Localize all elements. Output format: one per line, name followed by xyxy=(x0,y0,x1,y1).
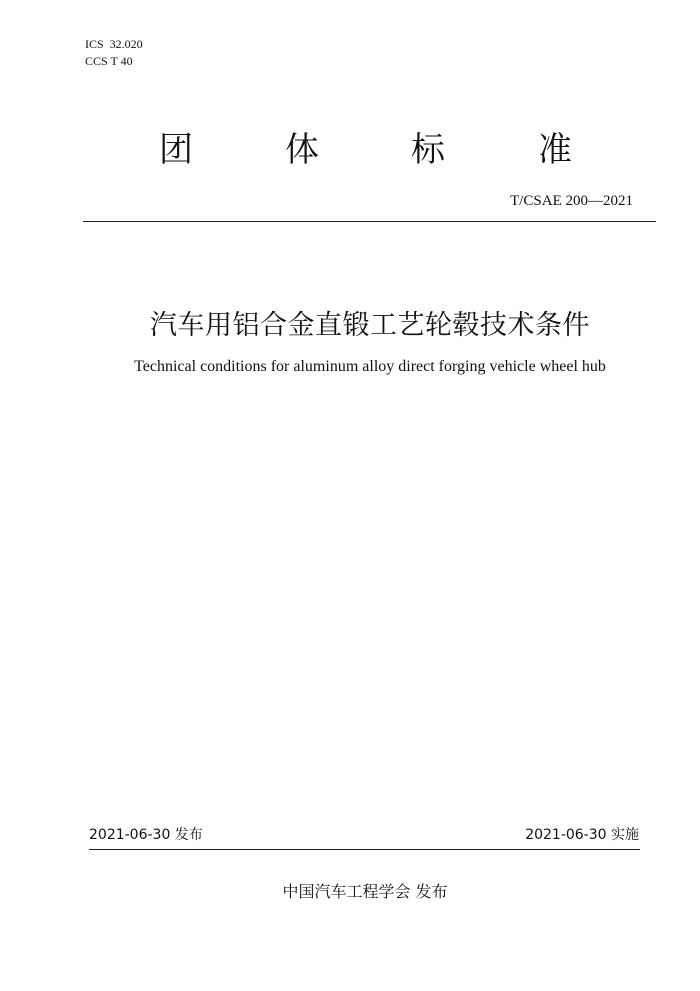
title-chinese: 汽车用铝合金直锻工艺轮毂技术条件 xyxy=(150,310,590,341)
classification-codes xyxy=(85,36,143,70)
standard-number: T/CSAE 200—2021 xyxy=(510,193,633,209)
ccs-code: CCS T 40 xyxy=(85,54,133,68)
document-type-heading xyxy=(155,130,585,170)
footer-divider xyxy=(89,849,640,850)
ics-code: ICS 32.020 xyxy=(85,37,143,51)
publisher-line: 中国汽车工程学会 发布 xyxy=(282,882,448,901)
publication-date: 2021-06-30 发布 xyxy=(89,827,203,843)
doc-type-char-4: 准 xyxy=(538,130,572,170)
implementation-date: 2021-06-30 实施 xyxy=(525,827,639,843)
header-divider xyxy=(83,221,656,222)
doc-type-char-3: 标 xyxy=(411,130,445,170)
title-english: Technical conditions for aluminum alloy direct forging vehicle wheel hub xyxy=(134,358,606,375)
doc-type-char-1: 团 xyxy=(159,130,193,170)
doc-type-char-2: 体 xyxy=(285,130,319,170)
